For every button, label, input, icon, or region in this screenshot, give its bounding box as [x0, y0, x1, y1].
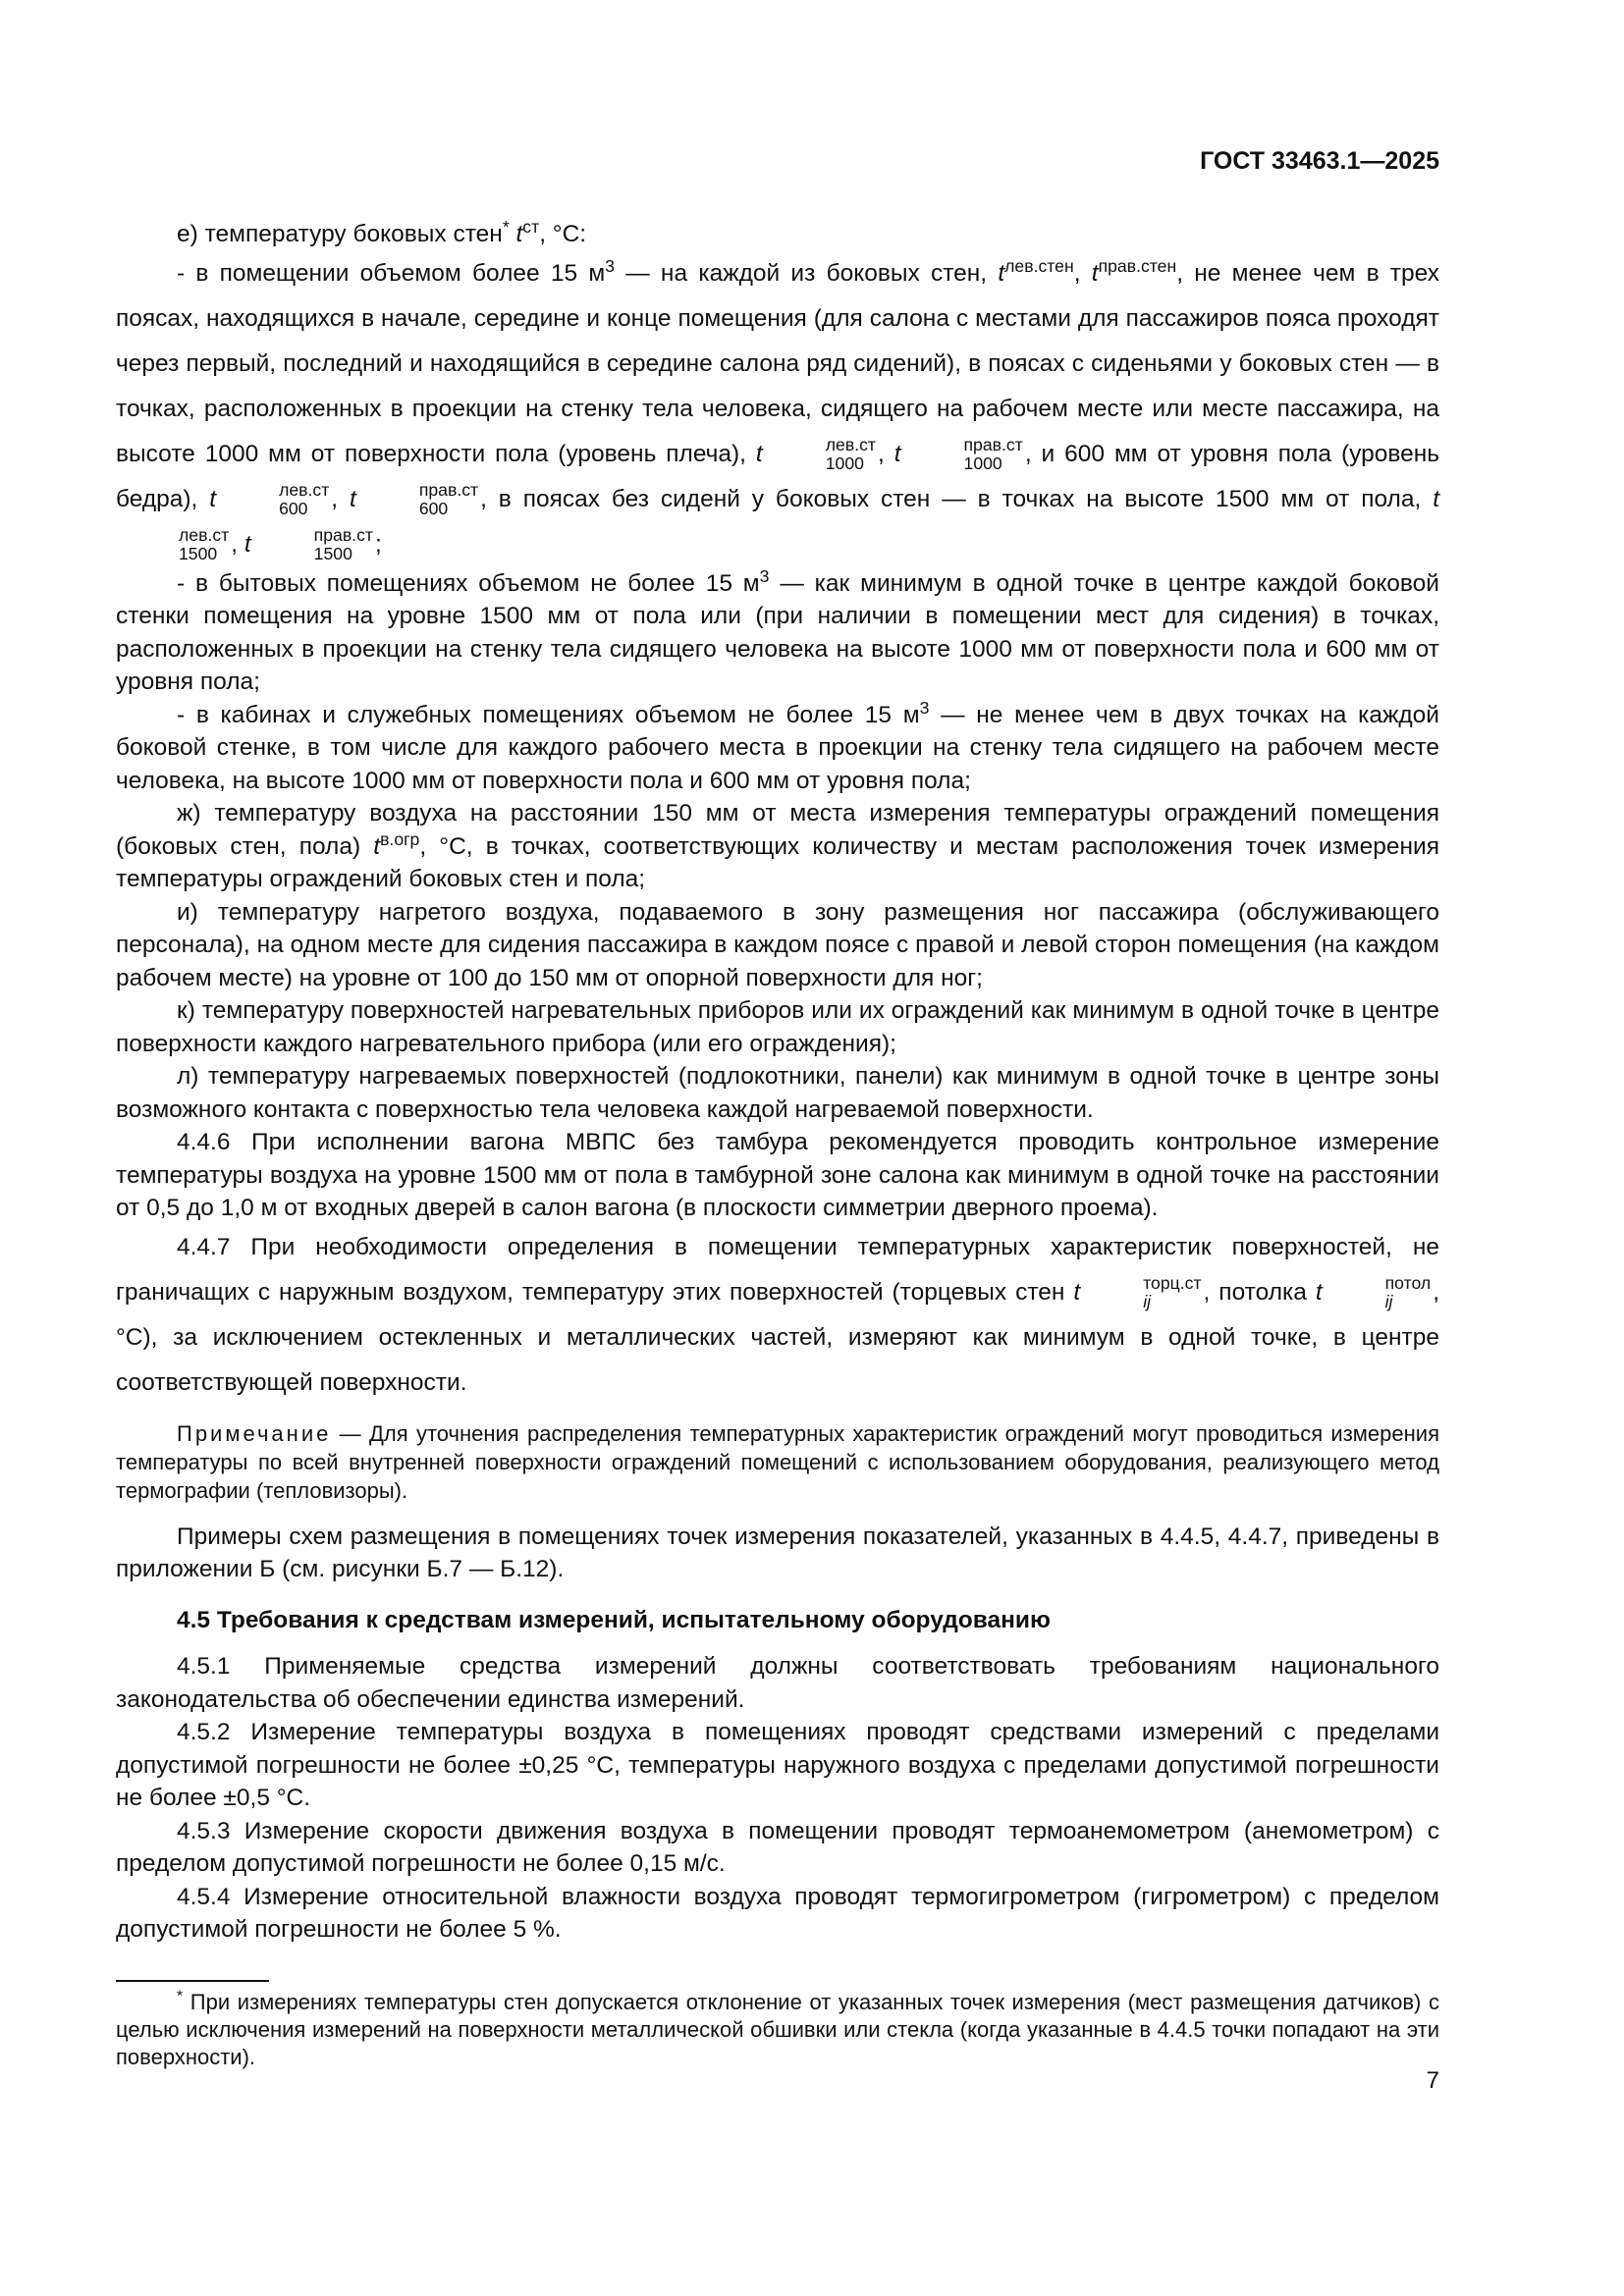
symbol-t-right-1000: прав.ст 1000	[963, 434, 1023, 473]
paragraph-cabins: - в кабинах и служебных помещениях объемом не более 15 $м^3$ — не менее чем в двух точках на каждой боковой стенке, в том числе для каждого рабочего места в проекции на стенку тела сидящего на рабочем месте человека, на высоте 1000 мм от поверхности пола и 600 мм от уровня пола;	[116, 697, 1439, 794]
section-heading-4-5: 4.5 Требования к средствам измерений, испытательному оборудованию	[177, 1606, 1051, 1633]
clause-4-5-3: 4.5.3 Измерение скорости движения воздуха в помещении проводят термоанемометром (анемометром) с пределом допустимой погрешности не более 0,15 м/с.	[116, 1817, 1439, 1877]
symbol-t-ij-ceiling: потол ij	[1384, 1272, 1432, 1311]
paragraph-household-rooms: - в бытовых помещениях объемом не более 15 $м^3$ — как минимум в одной точке в центре каждой боковой стенки помещения на уровне 1500 мм от пола или (при наличии в помещении мест для сидения) в точках, расположенных в проекции на стенку тела сидящего человека на высоте 1000 мм от поверхности пола и 600 мм от уровня пола;	[116, 565, 1439, 695]
symbol-t-right-1500: прав.ст 1500	[313, 524, 373, 563]
item-zh: ж) температуру воздуха на расстоянии 150 мм от места измерения температуры ограждений помещения (боковых стен, пола) $t^{в.огр}$, °С, в точках, соответствующих количеству и местам расположения точек измерения температуры ограждений боковых стен и пола;	[116, 800, 1439, 892]
clause-4-4-7: 4.4.7 При необходимости определения в помещении температурных характеристик поверхностей, не граничащих с наружным воздухом, температуру этих поверхностей (торцевых стен t торц.ст ij , потолка t потол ij , °С), за исключением остекленных и металлических частей, измеряют как минимум в одной точке, в центре соответствующей поверхности.	[116, 1233, 1439, 1396]
clause-4-4-6: 4.4.6 При исполнении вагона МВПС без тамбура рекомендуется проводить контрольное измерение температуры воздуха на уровне 1500 мм от пола в тамбурной зоне салона как минимум в одной точке на расстоянии от 0,5 до 1,0 м от входных дверей в салон вагона (в плоскости симметрии дверного проема).	[116, 1129, 1439, 1221]
note: Примечание — Для уточнения распределения температурных характеристик ограждений могут проводиться измерения температуры по всей внутренней поверхности ограждений помещений с использованием оборудования, реализующего метод термографии (тепловизоры).	[116, 1420, 1439, 1503]
footnote-mark: *	[177, 1988, 184, 2005]
paragraph-examples: Примеры схем размещения в помещениях точек измерения показателей, указанных в 4.4.5, 4.4.7, приведены в приложении Б (см. рисунки Б.7 — Б.12).	[116, 1522, 1439, 1582]
item-i: и) температуру нагретого воздуха, подаваемого в зону размещения ног пассажира (обслуживающего персонала), на одном месте для сидения пассажира в каждом поясе с правой и левой сторон помещения (на каждом рабочем месте) на уровне от 100 до 150 мм от опорной поверхности для ног;	[116, 898, 1439, 991]
footnote-mark: *	[502, 216, 510, 237]
item-e: е) температуру боковых стен* $t^{ст}$, °С:	[177, 216, 587, 247]
note-label: Примечание	[177, 1420, 332, 1446]
document-header: ГОСТ 33463.1—2025	[1200, 147, 1439, 175]
symbol-t-right-600: прав.ст 600	[418, 479, 479, 518]
item-l: л) температуру нагреваемых поверхностей (подлокотники, панели) как минимум в одной точке в центре зоны возможного контакта с поверхностью тела человека каждой нагреваемой поверхности.	[116, 1063, 1439, 1123]
clause-4-5-2: 4.5.2 Измерение температуры воздуха в помещениях проводят средствами измерений с пределами допустимой погрешности не более ±0,25 °С, температуры наружного воздуха с пределами допустимой погрешности не более ±0,5 °С.	[116, 1719, 1439, 1811]
footnote: * При измерениях температуры стен допускается отклонение от указанных точек измерения (мест размещения датчиков) с целью исключения измерений на поверхности металлической обшивки или стекла (когда указанные в 4.4.5 точки попадают на эти поверхности).	[116, 1988, 1439, 2069]
clause-4-5-4: 4.5.4 Измерение относительной влажности воздуха проводят термогигрометром (гигрометром) с пределом допустимой погрешности не более 5 %.	[116, 1883, 1439, 1943]
footnote-rule	[116, 1980, 269, 1982]
paragraph-large-rooms: - в помещении объемом более 15 $м^3$ — на каждой из боковых стен, $t^{лев.стен}$, $t^{прав.стен}$, не менее чем в трех поясах, находящихся в начале, середине и конце помещения (для салона с местами для пассажиров пояса проходят через первый, последний и находящийся в середине салона ряд сидений), в поясах с сиденьями у боковых стен — в точках, расположенных в проекции на стенку тела человека, сидящего на рабочем месте или месте пассажира, на высоте 1000 мм от поверхности пола (уровень плеча), t лев.ст 1000 , t прав.ст 1000 , и 600 мм от уровня пола (уровень бедра), t лев.ст 600 , t прав.ст 600 , в поясах без сиденй у боковых стен — в точках на высоте 1500 мм от пола, t лев.ст 1500 , t прав.ст 1500 ;	[116, 255, 1439, 563]
page-number: 7	[1426, 2067, 1439, 2094]
symbol-t-left-600: лев.ст 600	[279, 479, 330, 518]
symbol-t-ij-end-wall: торц.ст ij	[1143, 1272, 1202, 1311]
symbol-t-left-1000: лев.ст 1000	[825, 434, 876, 473]
clause-4-5-1: 4.5.1 Применяемые средства измерений должны соответствовать требованиям национального законодательства об обеспечении единства измерений.	[116, 1653, 1439, 1713]
symbol-t-left-1500: лев.ст 1500	[179, 524, 230, 563]
item-k: к) температуру поверхностей нагревательных приборов или их ограждений как минимум в одной точке в центре поверхности каждого нагревательного прибора (или его ограждения);	[116, 997, 1439, 1057]
document-body	[116, 218, 1439, 1947]
